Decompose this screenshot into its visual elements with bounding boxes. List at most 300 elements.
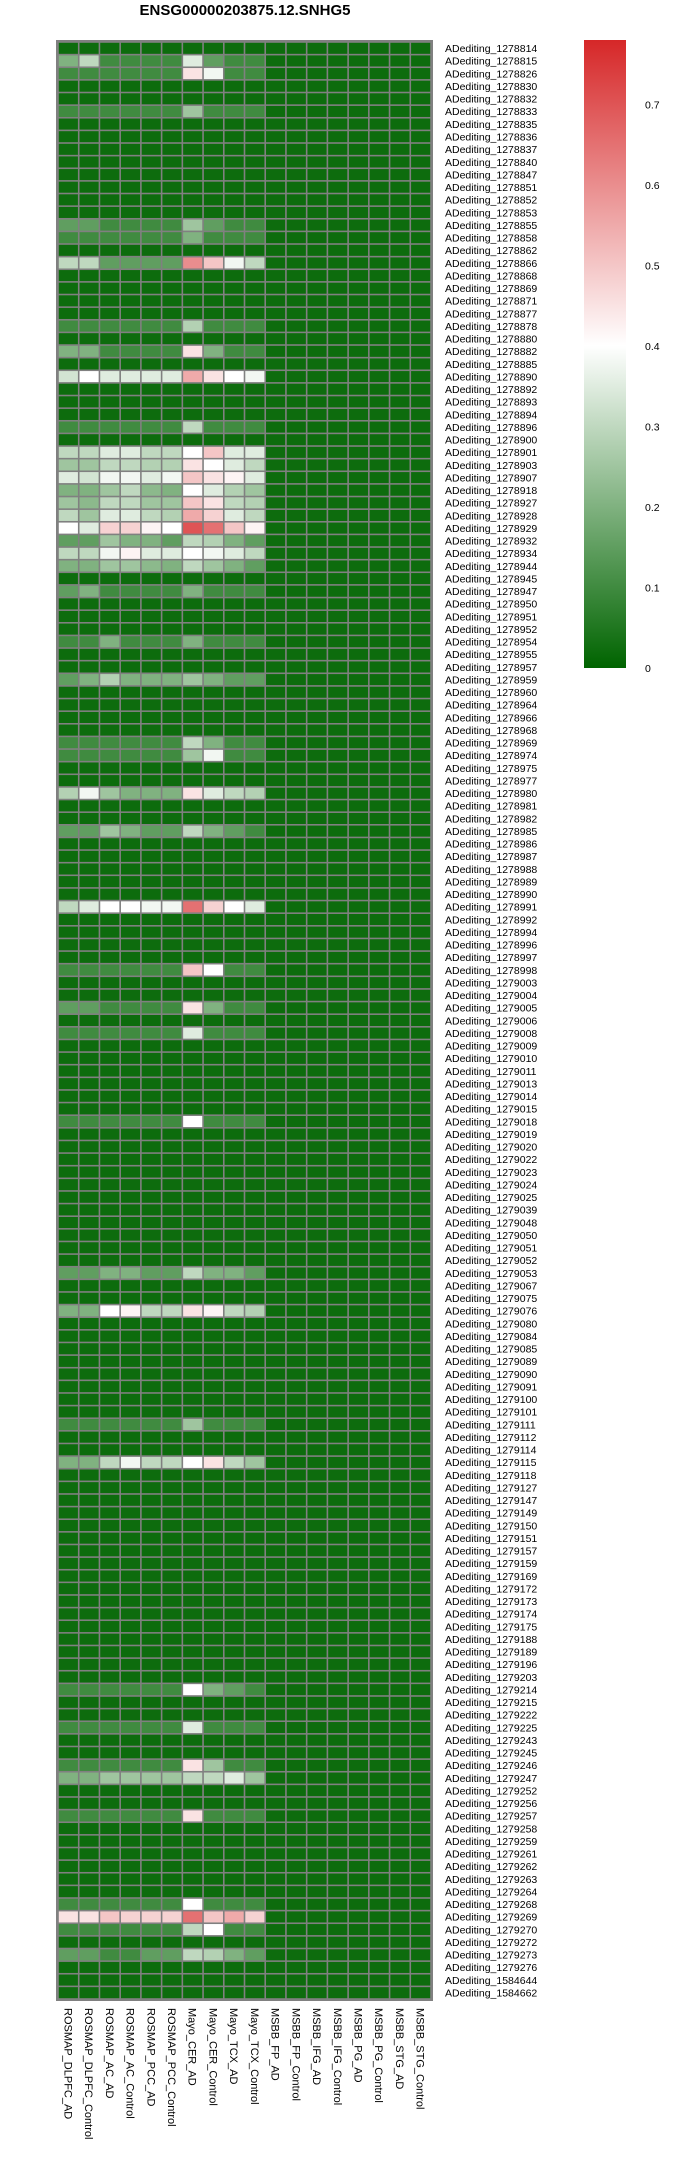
heatmap-cell xyxy=(59,750,78,761)
heatmap-cell xyxy=(183,611,202,622)
heatmap-cell xyxy=(100,1028,119,1039)
heatmap-cell xyxy=(411,523,430,534)
heatmap-cell xyxy=(307,68,326,79)
heatmap-cell xyxy=(349,459,368,470)
heatmap-cell xyxy=(183,1242,202,1253)
heatmap-cell xyxy=(59,358,78,369)
heatmap-cell xyxy=(266,826,285,837)
heatmap-cell xyxy=(100,257,119,268)
heatmap-cell xyxy=(80,826,99,837)
heatmap-cell xyxy=(80,1482,99,1493)
heatmap-cell xyxy=(142,1861,161,1872)
heatmap-cell xyxy=(390,472,409,483)
heatmap-cell xyxy=(225,1558,244,1569)
heatmap-cell xyxy=(390,1760,409,1771)
heatmap-cell xyxy=(100,169,119,180)
heatmap-cell xyxy=(183,1154,202,1165)
heatmap-cell xyxy=(349,1621,368,1632)
heatmap-cell xyxy=(142,1659,161,1670)
heatmap-cell xyxy=(307,1394,326,1405)
heatmap-cell xyxy=(204,1482,223,1493)
heatmap-cell xyxy=(307,1558,326,1569)
heatmap-cell xyxy=(225,1028,244,1039)
heatmap-cell xyxy=(162,838,181,849)
heatmap-cell xyxy=(307,712,326,723)
heatmap-cell xyxy=(80,1255,99,1266)
heatmap-cell xyxy=(328,1002,347,1013)
heatmap-cell xyxy=(266,851,285,862)
row-label: ADediting_1278907 xyxy=(445,472,538,485)
heatmap-cell xyxy=(121,1002,140,1013)
heatmap-cell xyxy=(370,434,389,445)
heatmap-cell xyxy=(370,55,389,66)
column-label: MSBB_PG_Control xyxy=(372,2008,385,2103)
heatmap-cell xyxy=(287,990,306,1001)
heatmap-cell xyxy=(411,1886,430,1897)
heatmap-cell xyxy=(390,1280,409,1291)
heatmap-cell xyxy=(121,1571,140,1582)
heatmap-cell xyxy=(100,1684,119,1695)
heatmap-cell xyxy=(204,889,223,900)
heatmap-cell xyxy=(225,1773,244,1784)
heatmap-cell xyxy=(162,1356,181,1367)
row-label: ADediting_1278945 xyxy=(445,573,538,586)
legend-tick-label: 0.6 xyxy=(645,179,660,192)
heatmap-cell xyxy=(349,485,368,496)
heatmap-cell xyxy=(80,624,99,635)
heatmap-cell xyxy=(225,1709,244,1720)
heatmap-cell xyxy=(307,232,326,243)
heatmap-cell xyxy=(142,1040,161,1051)
heatmap-cell xyxy=(183,876,202,887)
heatmap-cell xyxy=(162,952,181,963)
heatmap-cell xyxy=(349,156,368,167)
heatmap-cell xyxy=(80,1520,99,1531)
heatmap-cell xyxy=(204,1697,223,1708)
heatmap-cell xyxy=(80,1444,99,1455)
heatmap-cell xyxy=(142,422,161,433)
heatmap-cell xyxy=(100,270,119,281)
heatmap-cell xyxy=(162,510,181,521)
heatmap-cell xyxy=(80,321,99,332)
heatmap-cell xyxy=(411,1305,430,1316)
heatmap-cell xyxy=(183,434,202,445)
heatmap-cell xyxy=(287,283,306,294)
row-label: ADediting_1278890 xyxy=(445,371,538,384)
heatmap-cell xyxy=(162,1924,181,1935)
heatmap-cell xyxy=(142,257,161,268)
heatmap-cell xyxy=(245,1596,264,1607)
heatmap-cell xyxy=(80,1318,99,1329)
heatmap-cell xyxy=(204,826,223,837)
heatmap-cell xyxy=(183,295,202,306)
row-label: ADediting_1279053 xyxy=(445,1267,538,1280)
heatmap-cell xyxy=(100,1911,119,1922)
heatmap-cell xyxy=(204,661,223,672)
heatmap-cell xyxy=(307,598,326,609)
heatmap-cell xyxy=(225,826,244,837)
heatmap-cell xyxy=(245,1760,264,1771)
heatmap-cell xyxy=(80,1861,99,1872)
heatmap-cell xyxy=(370,750,389,761)
heatmap-cell xyxy=(121,1722,140,1733)
heatmap-cell xyxy=(183,1129,202,1140)
heatmap-cell xyxy=(328,1659,347,1670)
heatmap-cell xyxy=(370,497,389,508)
heatmap-cell xyxy=(183,1848,202,1859)
heatmap-cell xyxy=(142,283,161,294)
heatmap-cell xyxy=(59,1608,78,1619)
heatmap-cell xyxy=(162,598,181,609)
heatmap-cell xyxy=(100,813,119,824)
heatmap-cell xyxy=(80,573,99,584)
heatmap-cell xyxy=(80,1394,99,1405)
heatmap-cell xyxy=(307,863,326,874)
heatmap-cell xyxy=(245,939,264,950)
heatmap-cell xyxy=(162,1470,181,1481)
heatmap-cell xyxy=(287,1659,306,1670)
row-label: ADediting_1278932 xyxy=(445,535,538,548)
heatmap-cell xyxy=(328,497,347,508)
heatmap-cell xyxy=(121,1015,140,1026)
heatmap-cell xyxy=(80,308,99,319)
heatmap-cell xyxy=(349,270,368,281)
heatmap-cell xyxy=(162,1179,181,1190)
heatmap-cell xyxy=(80,1406,99,1417)
heatmap-cell xyxy=(225,1280,244,1291)
heatmap-cell xyxy=(370,1583,389,1594)
heatmap-cell xyxy=(390,459,409,470)
heatmap-cell xyxy=(80,927,99,938)
heatmap-cell xyxy=(204,1280,223,1291)
heatmap-cell xyxy=(411,106,430,117)
heatmap-cell xyxy=(287,649,306,660)
heatmap-cell xyxy=(162,1495,181,1506)
heatmap-cell xyxy=(349,1482,368,1493)
heatmap-cell xyxy=(162,712,181,723)
heatmap-cell xyxy=(142,1154,161,1165)
heatmap-cell xyxy=(411,1874,430,1885)
heatmap-cell xyxy=(349,1646,368,1657)
heatmap-cell xyxy=(370,245,389,256)
heatmap-cell xyxy=(370,1002,389,1013)
heatmap-cell xyxy=(328,1785,347,1796)
heatmap-cell xyxy=(100,1785,119,1796)
heatmap-cell xyxy=(245,560,264,571)
heatmap-cell xyxy=(245,1785,264,1796)
heatmap-cell xyxy=(307,1773,326,1784)
heatmap-cell xyxy=(328,106,347,117)
heatmap-cell xyxy=(307,1444,326,1455)
heatmap-cell xyxy=(266,1861,285,1872)
heatmap-cell xyxy=(121,182,140,193)
heatmap-cell xyxy=(100,1078,119,1089)
heatmap-cell xyxy=(266,43,285,54)
heatmap-cell xyxy=(307,182,326,193)
heatmap-cell xyxy=(204,1533,223,1544)
heatmap-cell xyxy=(121,459,140,470)
heatmap-cell xyxy=(80,737,99,748)
heatmap-cell xyxy=(307,1798,326,1809)
heatmap-cell xyxy=(121,245,140,256)
heatmap-cell xyxy=(225,1634,244,1645)
heatmap-cell xyxy=(245,1886,264,1897)
row-label: ADediting_1279149 xyxy=(445,1507,538,1520)
heatmap-cell xyxy=(307,624,326,635)
row-label: ADediting_1279214 xyxy=(445,1684,538,1697)
heatmap-cell xyxy=(245,1444,264,1455)
heatmap-cell xyxy=(390,1924,409,1935)
heatmap-cell xyxy=(142,1495,161,1506)
heatmap-cell xyxy=(411,1217,430,1228)
heatmap-cell xyxy=(100,1230,119,1241)
heatmap-cell xyxy=(287,409,306,420)
heatmap-cell xyxy=(121,1028,140,1039)
heatmap-cell xyxy=(307,1141,326,1152)
heatmap-cell xyxy=(411,1028,430,1039)
heatmap-cell xyxy=(349,889,368,900)
row-label: ADediting_1278851 xyxy=(445,182,538,194)
row-label: ADediting_1278871 xyxy=(445,295,538,308)
heatmap-cell xyxy=(349,1937,368,1948)
heatmap-cell xyxy=(390,55,409,66)
heatmap-cell xyxy=(328,1646,347,1657)
heatmap-cell xyxy=(162,1975,181,1986)
heatmap-cell xyxy=(328,1709,347,1720)
heatmap-cell xyxy=(266,1356,285,1367)
heatmap-cell xyxy=(80,990,99,1001)
heatmap-cell xyxy=(162,1659,181,1670)
heatmap-cell xyxy=(349,1305,368,1316)
heatmap-cell xyxy=(225,510,244,521)
heatmap-cell xyxy=(307,1002,326,1013)
heatmap-cell xyxy=(162,1520,181,1531)
row-label: ADediting_1279252 xyxy=(445,1785,538,1798)
heatmap-cell xyxy=(80,270,99,281)
heatmap-cell xyxy=(183,1533,202,1544)
heatmap-cell xyxy=(100,81,119,92)
heatmap-cell xyxy=(183,1874,202,1885)
row-label: ADediting_1278903 xyxy=(445,459,538,472)
heatmap-cell xyxy=(225,624,244,635)
heatmap-cell xyxy=(390,1204,409,1215)
heatmap-cell xyxy=(328,1899,347,1910)
heatmap-cell xyxy=(204,1785,223,1796)
heatmap-cell xyxy=(266,1369,285,1380)
heatmap-cell xyxy=(328,712,347,723)
heatmap-cell xyxy=(245,952,264,963)
row-label: ADediting_1279151 xyxy=(445,1532,538,1545)
heatmap-cell xyxy=(245,1470,264,1481)
heatmap-cell xyxy=(162,1634,181,1645)
heatmap-cell xyxy=(80,1583,99,1594)
heatmap-cell xyxy=(183,813,202,824)
color-legend-ticks xyxy=(645,99,660,675)
heatmap-cell xyxy=(204,1596,223,1607)
heatmap-cell xyxy=(370,1823,389,1834)
heatmap-cell xyxy=(100,321,119,332)
heatmap-cell xyxy=(390,270,409,281)
heatmap-cell xyxy=(80,1268,99,1279)
heatmap-cell xyxy=(183,535,202,546)
heatmap-cell xyxy=(390,1129,409,1140)
heatmap-cell xyxy=(142,1785,161,1796)
heatmap-cell xyxy=(162,649,181,660)
legend-tick-label: 0.5 xyxy=(645,260,660,273)
heatmap-cell xyxy=(225,68,244,79)
heatmap-cell xyxy=(328,1293,347,1304)
heatmap-cell xyxy=(142,1242,161,1253)
heatmap-cell xyxy=(390,358,409,369)
heatmap-cell xyxy=(162,1823,181,1834)
heatmap-cell xyxy=(349,535,368,546)
heatmap-cell xyxy=(349,1608,368,1619)
heatmap-cell xyxy=(162,876,181,887)
heatmap-cell xyxy=(411,1053,430,1064)
heatmap-cell xyxy=(349,447,368,458)
heatmap-cell xyxy=(204,245,223,256)
heatmap-cell xyxy=(142,93,161,104)
row-label: ADediting_1279147 xyxy=(445,1495,538,1508)
heatmap-cell xyxy=(100,1810,119,1821)
heatmap-cell xyxy=(411,649,430,660)
heatmap-cell xyxy=(411,1204,430,1215)
heatmap-cell xyxy=(80,674,99,685)
heatmap-cell xyxy=(411,1747,430,1758)
heatmap-cell xyxy=(245,1065,264,1076)
heatmap-cell xyxy=(245,1621,264,1632)
row-label: ADediting_1279127 xyxy=(445,1482,538,1495)
heatmap-cell xyxy=(390,194,409,205)
heatmap-cell xyxy=(266,1318,285,1329)
row-label: ADediting_1279091 xyxy=(445,1381,538,1394)
heatmap-cell xyxy=(266,1091,285,1102)
heatmap-cell xyxy=(142,1571,161,1582)
heatmap-cell xyxy=(328,1760,347,1771)
heatmap-cell xyxy=(59,169,78,180)
heatmap-cell xyxy=(287,422,306,433)
heatmap-cell xyxy=(183,156,202,167)
heatmap-cell xyxy=(287,1886,306,1897)
heatmap-cell xyxy=(142,81,161,92)
heatmap-cell xyxy=(59,1810,78,1821)
heatmap-cell xyxy=(245,358,264,369)
heatmap-cell xyxy=(328,838,347,849)
heatmap-cell xyxy=(183,737,202,748)
heatmap-cell xyxy=(349,1103,368,1114)
heatmap-cell xyxy=(349,43,368,54)
heatmap-cell xyxy=(349,308,368,319)
heatmap-cell xyxy=(59,510,78,521)
heatmap-cell xyxy=(142,1230,161,1241)
heatmap-cell xyxy=(266,1924,285,1935)
heatmap-cell xyxy=(204,119,223,130)
heatmap-cell xyxy=(225,1520,244,1531)
heatmap-cell xyxy=(349,207,368,218)
heatmap-cell xyxy=(370,1962,389,1973)
heatmap-cell xyxy=(245,295,264,306)
heatmap-cell xyxy=(121,560,140,571)
heatmap-cell xyxy=(162,1810,181,1821)
heatmap-cell xyxy=(307,1103,326,1114)
heatmap-cell xyxy=(411,93,430,104)
heatmap-cell xyxy=(204,876,223,887)
heatmap-cell xyxy=(225,207,244,218)
heatmap-cell xyxy=(204,1381,223,1392)
heatmap-cell xyxy=(162,81,181,92)
heatmap-cell xyxy=(59,1065,78,1076)
heatmap-cell xyxy=(121,1545,140,1556)
heatmap-cell xyxy=(307,560,326,571)
heatmap-cell xyxy=(121,699,140,710)
heatmap-cell xyxy=(349,371,368,382)
heatmap-cell xyxy=(390,1040,409,1051)
heatmap-cell xyxy=(183,889,202,900)
heatmap-cell xyxy=(349,182,368,193)
heatmap-cell xyxy=(266,901,285,912)
heatmap-cell xyxy=(100,1103,119,1114)
heatmap-cell xyxy=(328,485,347,496)
heatmap-cell xyxy=(245,1305,264,1316)
heatmap-cell xyxy=(142,762,161,773)
heatmap-cell xyxy=(80,1495,99,1506)
heatmap-cell xyxy=(121,914,140,925)
heatmap-cell xyxy=(59,1091,78,1102)
heatmap-cell xyxy=(225,1924,244,1935)
heatmap-cell xyxy=(390,156,409,167)
heatmap-cell xyxy=(349,1369,368,1380)
heatmap-cell xyxy=(142,1583,161,1594)
heatmap-cell xyxy=(390,119,409,130)
heatmap-cell xyxy=(287,1318,306,1329)
heatmap-cell xyxy=(80,548,99,559)
heatmap-cell xyxy=(245,1533,264,1544)
heatmap-cell xyxy=(287,1747,306,1758)
heatmap-cell xyxy=(100,1002,119,1013)
heatmap-cell xyxy=(59,1002,78,1013)
heatmap-cell xyxy=(245,81,264,92)
heatmap-cell xyxy=(121,1495,140,1506)
heatmap-cell xyxy=(100,674,119,685)
heatmap-cell xyxy=(59,1886,78,1897)
heatmap-cell xyxy=(100,977,119,988)
heatmap-cell xyxy=(162,1381,181,1392)
heatmap-cell xyxy=(370,1470,389,1481)
heatmap-cell xyxy=(183,1015,202,1026)
row-label: ADediting_1278855 xyxy=(445,219,538,232)
heatmap-cell xyxy=(287,1116,306,1127)
heatmap-cell xyxy=(287,510,306,521)
heatmap-cell xyxy=(307,245,326,256)
heatmap-cell xyxy=(121,1558,140,1569)
heatmap-cell xyxy=(411,1823,430,1834)
heatmap-cell xyxy=(370,409,389,420)
heatmap-cell xyxy=(349,712,368,723)
heatmap-cell xyxy=(245,1318,264,1329)
heatmap-cell xyxy=(266,1002,285,1013)
heatmap-cell xyxy=(59,1280,78,1291)
heatmap-cell xyxy=(349,1571,368,1582)
heatmap-cell xyxy=(307,1381,326,1392)
row-label: ADediting_1278997 xyxy=(445,952,538,965)
row-label: ADediting_1278826 xyxy=(445,68,538,81)
heatmap-cell xyxy=(121,598,140,609)
heatmap-cell xyxy=(411,914,430,925)
heatmap-cell xyxy=(59,1419,78,1430)
heatmap-cell xyxy=(328,813,347,824)
heatmap-cell xyxy=(370,863,389,874)
heatmap-cell xyxy=(59,1975,78,1986)
